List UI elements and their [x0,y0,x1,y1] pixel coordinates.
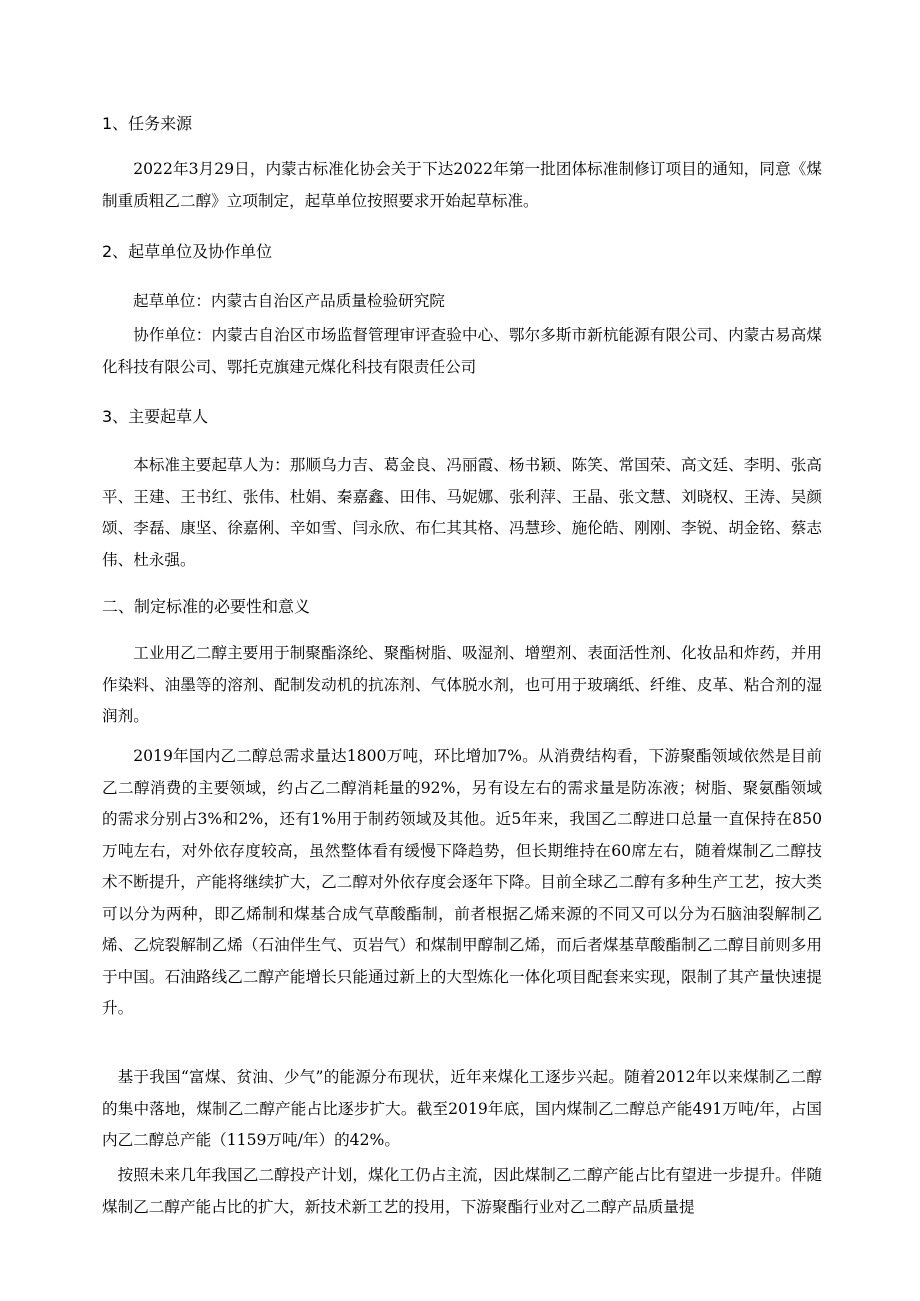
section-heading-necessity: 二、制定标准的必要性和意义 [102,597,311,616]
necessity-paragraph-3: 基于我国“富煤、贫油、少气”的能源分布现状，近年来煤化工逐步兴起。随着2012年以来煤制乙二醇的集中落地，煤制乙二醇产能占比逐步扩大。截至2019年底，国内煤制乙二醇总产能491万吨/年，占国内乙二醇总产能（1159万吨/年）的42%。 [102,1068,822,1149]
necessity-paragraph-1: 工业用乙二醇主要用于制聚酯涤纶、聚酯树脂、吸湿剂、增塑剂、表面活性剂、化妆品和炸药，并用作染料、油墨等的溶剂、配制发动机的抗冻剂、气体脱水剂，也可用于玻璃纸、纤维、皮革、粘合剂的湿润剂。 [102,644,822,725]
cooperating-units-paragraph: 协作单位：内蒙古自治区市场监督管理审评查验中心、鄂尔多斯市新杭能源有限公司、内蒙古易高煤化科技有限公司、鄂托克旗建元煤化科技有限责任公司 [102,326,822,376]
section-heading-units: 2、起草单位及协作单位 [102,242,273,261]
drafting-unit-line: 起草单位：内蒙古自治区产品质量检验研究院 [133,292,445,310]
section-heading-drafters: 3、主要起草人 [102,407,209,426]
necessity-paragraph-4: 按照未来几年我国乙二醇投产计划，煤化工仍占主流，因此煤制乙二醇产能占比有望进一步提升。伴随煤制乙二醇产能占比的扩大，新技术新工艺的投用，下游聚酯行业对乙二醇产品质量提 [102,1166,822,1216]
section-heading-task-source: 1、任务来源 [102,114,193,133]
necessity-paragraph-2: 2019年国内乙二醇总需求量达1800万吨，环比增加7%。从消费结构看，下游聚酯领域依然是目前乙二醇消费的主要领域，约占乙二醇消耗量的92%，另有设左右的需求量是防冻液；树脂、聚氨酯领域的需求分别占3%和2%，还有1%用于制药领域及其他。近5年来，我国乙二醇进口总量一直保持在850万吨左右，对外依存度较高，虽然整体看有缓慢下降趋势，但长期维持在60席左右，随着煤制乙二醇技术不断提升，产能将继续扩大，乙二醇对外依存度会逐年下降。目前全球乙二醇有多种生产工艺，按大类可以分为两种，即乙烯制和煤基合成气草酸酯制，前者根据乙烯来源的不同又可以分为石脑油裂解制乙烯、乙烷裂解制乙烯（石油伴生气、页岩气）和煤制甲醇制乙烯，而后者煤基草酸酯制乙二醇目前则多用于中国。石油路线乙二醇产能增长只能通过新上的大型炼化一体化项目配套来实现，限制了其产量快速提升。 [102,747,822,1017]
task-source-paragraph: 2022年3月29日，内蒙古标准化协会关于下达2022年第一批团体标准制修订项目的通知，同意《煤制重质粗乙二醇》立项制定，起草单位按照要求开始起草标准。 [102,160,822,210]
drafters-paragraph: 本标准主要起草人为：那顺乌力吉、葛金良、冯丽霞、杨书颖、陈笑、常国荣、高文廷、李明、张高平、王建、王书红、张伟、杜娟、秦嘉鑫、田伟、马妮娜、张利萍、王晶、张文慧、刘晓权、王涛、吴颜颂、李磊、康坚、徐嘉俐、辛如雪、闫永欣、布仁其其格、冯慧珍、施伦皓、刚刚、李锐、胡金铭、蔡志伟、杜永强。 [102,456,822,569]
